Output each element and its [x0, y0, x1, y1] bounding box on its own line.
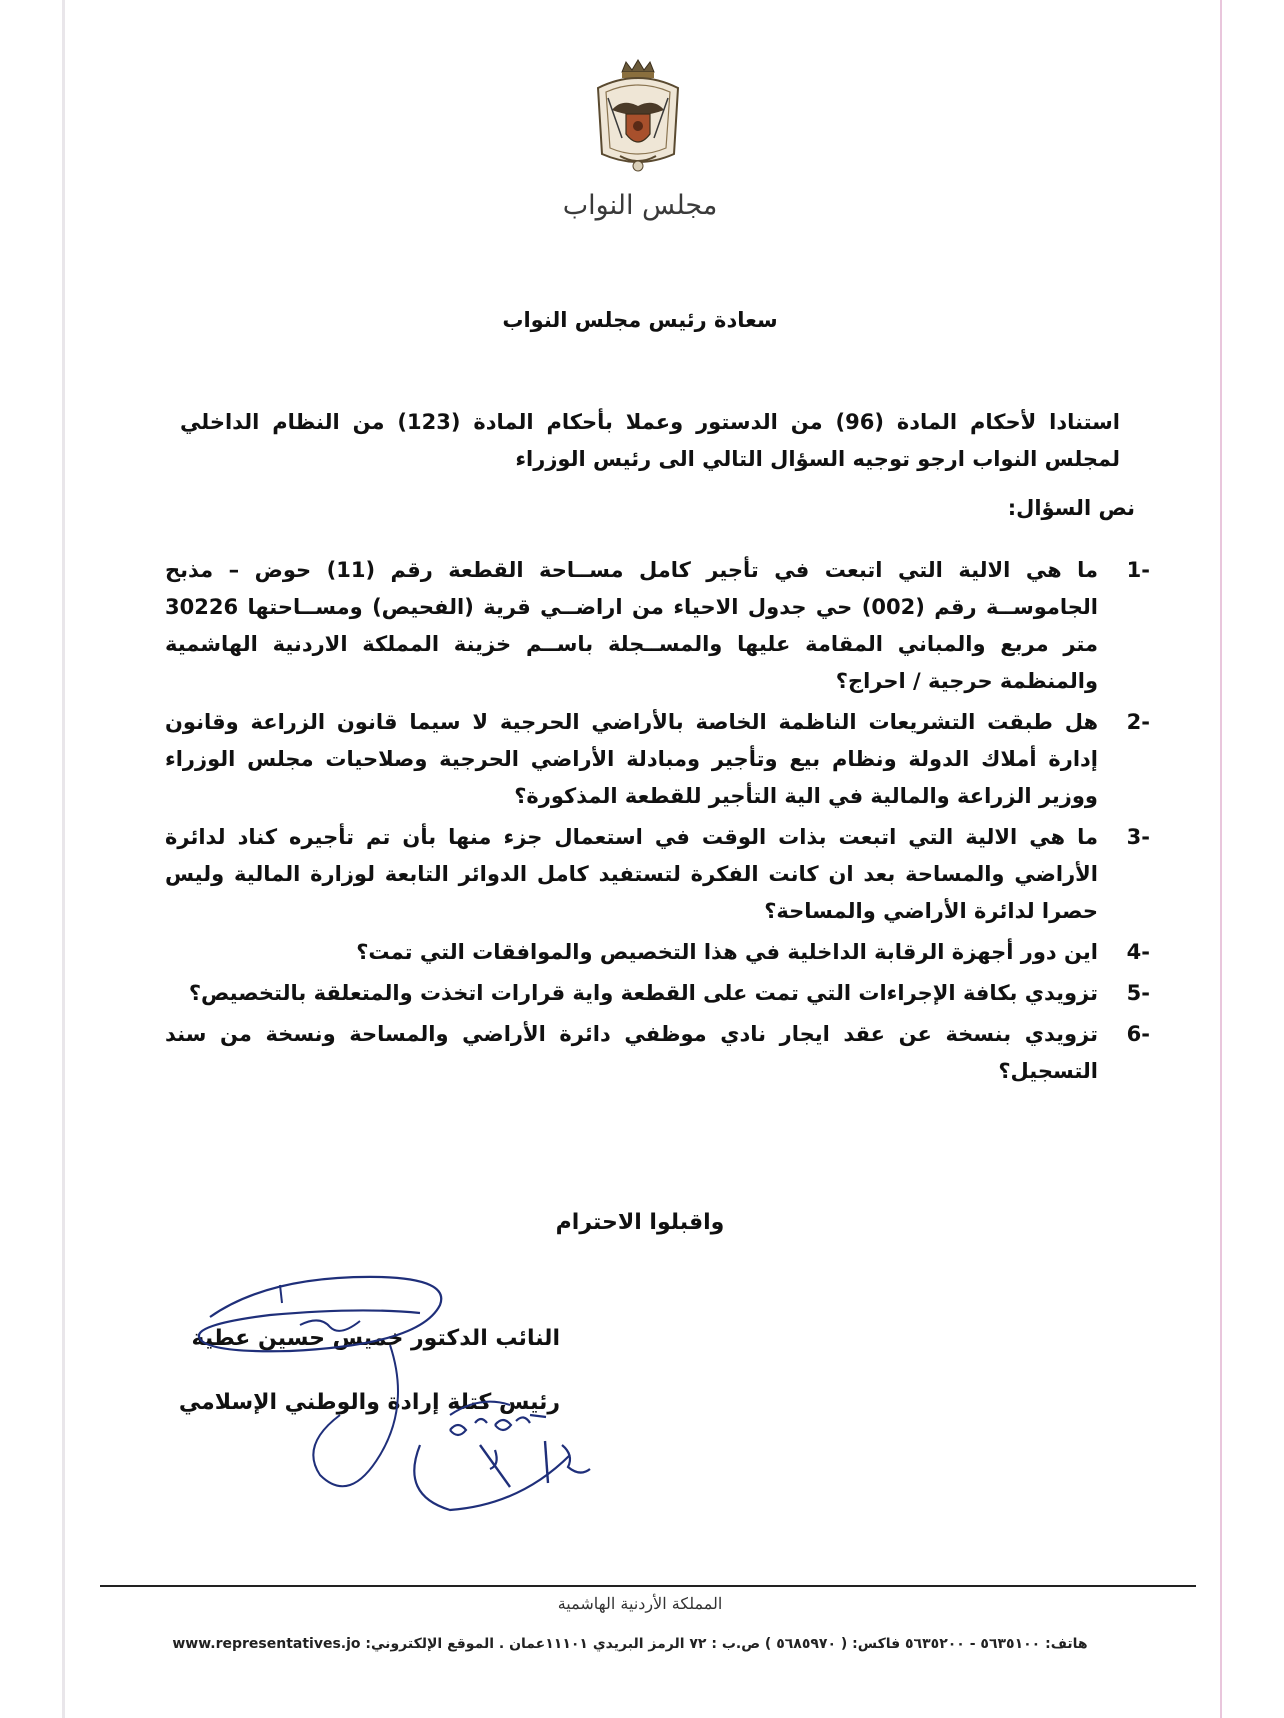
council-name-heading: مجلس النواب: [562, 190, 718, 221]
question-text: هل طبقت التشريعات الناظمة الخاصة بالأراضي الحرجية لا سيما قانون الزراعة وقانون إدارة أملاك الدولة ونظام بيع وتأجير ومبادلة الأراضي الحرجية وصلاحيات مجلس الوزراء ووزير الزراعة والمالية في الية التأجير للقطعة المذكورة؟: [165, 710, 1098, 808]
handwritten-signature: [150, 1255, 670, 1585]
question-text: ما هي الالية التي اتبعت بذات الوقت في استعمال جزء منها بأن تم تأجيره كناد لدائرة الأراضي والمساحة بعد ان كانت الفكرة لتستفيد كامل الدوائر التابعة لوزارة المالية وليس حصرا لدائرة الأراضي والمساحة؟: [165, 825, 1098, 923]
question-text: ما هي الالية التي اتبعت في تأجير كامل مســاحة القطعة رقم (11) حوض – مذبح الجاموســة رقم (002) حي جدول الاحياء من اراضــي قرية (الفحيص) ومســاحتها 30226 متر مربع والمباني المقامة عليها والمســجلة باســم خزينة المملكة الاردنية الهاشمية والمنظمة حرجية / احراج؟: [165, 558, 1099, 693]
question-number: -3: [1126, 825, 1150, 849]
question-item: [165, 552, 1150, 700]
question-text: اين دور أجهزة الرقابة الداخلية في هذا التخصيص والموافقات التي تمت؟: [356, 940, 1098, 964]
question-text: تزويدي بنسخة عن عقد ايجار نادي موظفي دائرة الأراضي والمساحة ونسخة من سند التسجيل؟: [165, 1022, 1098, 1083]
signatory-name: النائب الدكتور خميس حسين عطية: [191, 1326, 560, 1351]
closing-line: واقبلوا الاحترام: [555, 1210, 725, 1235]
question-number: -4: [1126, 940, 1150, 964]
question-text: تزويدي بكافة الإجراءات التي تمت على القطعة واية قرارات اتخذت والمتعلقة بالتخصيص؟: [188, 981, 1098, 1005]
coat-of-arms-emblem: [592, 58, 684, 178]
salutation: سعادة رئيس مجلس النواب: [502, 308, 778, 332]
question-item: [165, 704, 1150, 815]
question-item: [165, 934, 1150, 971]
footer-divider: [100, 1585, 1196, 1587]
intro-paragraph: استنادا لأحكام المادة (96) من الدستور وعملا بأحكام المادة (123) من النظام الداخلي لمجلس النواب ارجو توجيه السؤال التالي الى رئيس الوزراء: [180, 410, 1120, 471]
question-number: -1: [1126, 558, 1150, 582]
question-number: -2: [1126, 710, 1150, 734]
questions-list: [165, 552, 1150, 1094]
question-number: -6: [1126, 1022, 1150, 1046]
question-item: [165, 819, 1150, 930]
footer-kingdom-title: المملكة الأردنية الهاشمية: [557, 1594, 723, 1613]
question-number: -5: [1126, 981, 1150, 1005]
scan-edge-left: [62, 0, 65, 1718]
scan-edge-right: [1220, 0, 1222, 1718]
footer-contact-info: هاتف: ٥٦٣٥١٠٠ - ٥٦٣٥٢٠٠ فاكس: ( ٥٦٨٥٩٧٠ ) ص.ب : ٧٢ الرمز البريدي ١١١٠١عمان . الموقع الإلكتروني: www.representatives.jo: [172, 1636, 1088, 1652]
question-item: [165, 1016, 1150, 1090]
signatory-title: رئيس كتلة إرادة والوطني الإسلامي: [178, 1390, 560, 1415]
question-label: نص السؤال:: [1007, 496, 1135, 520]
question-item: [165, 975, 1150, 1012]
